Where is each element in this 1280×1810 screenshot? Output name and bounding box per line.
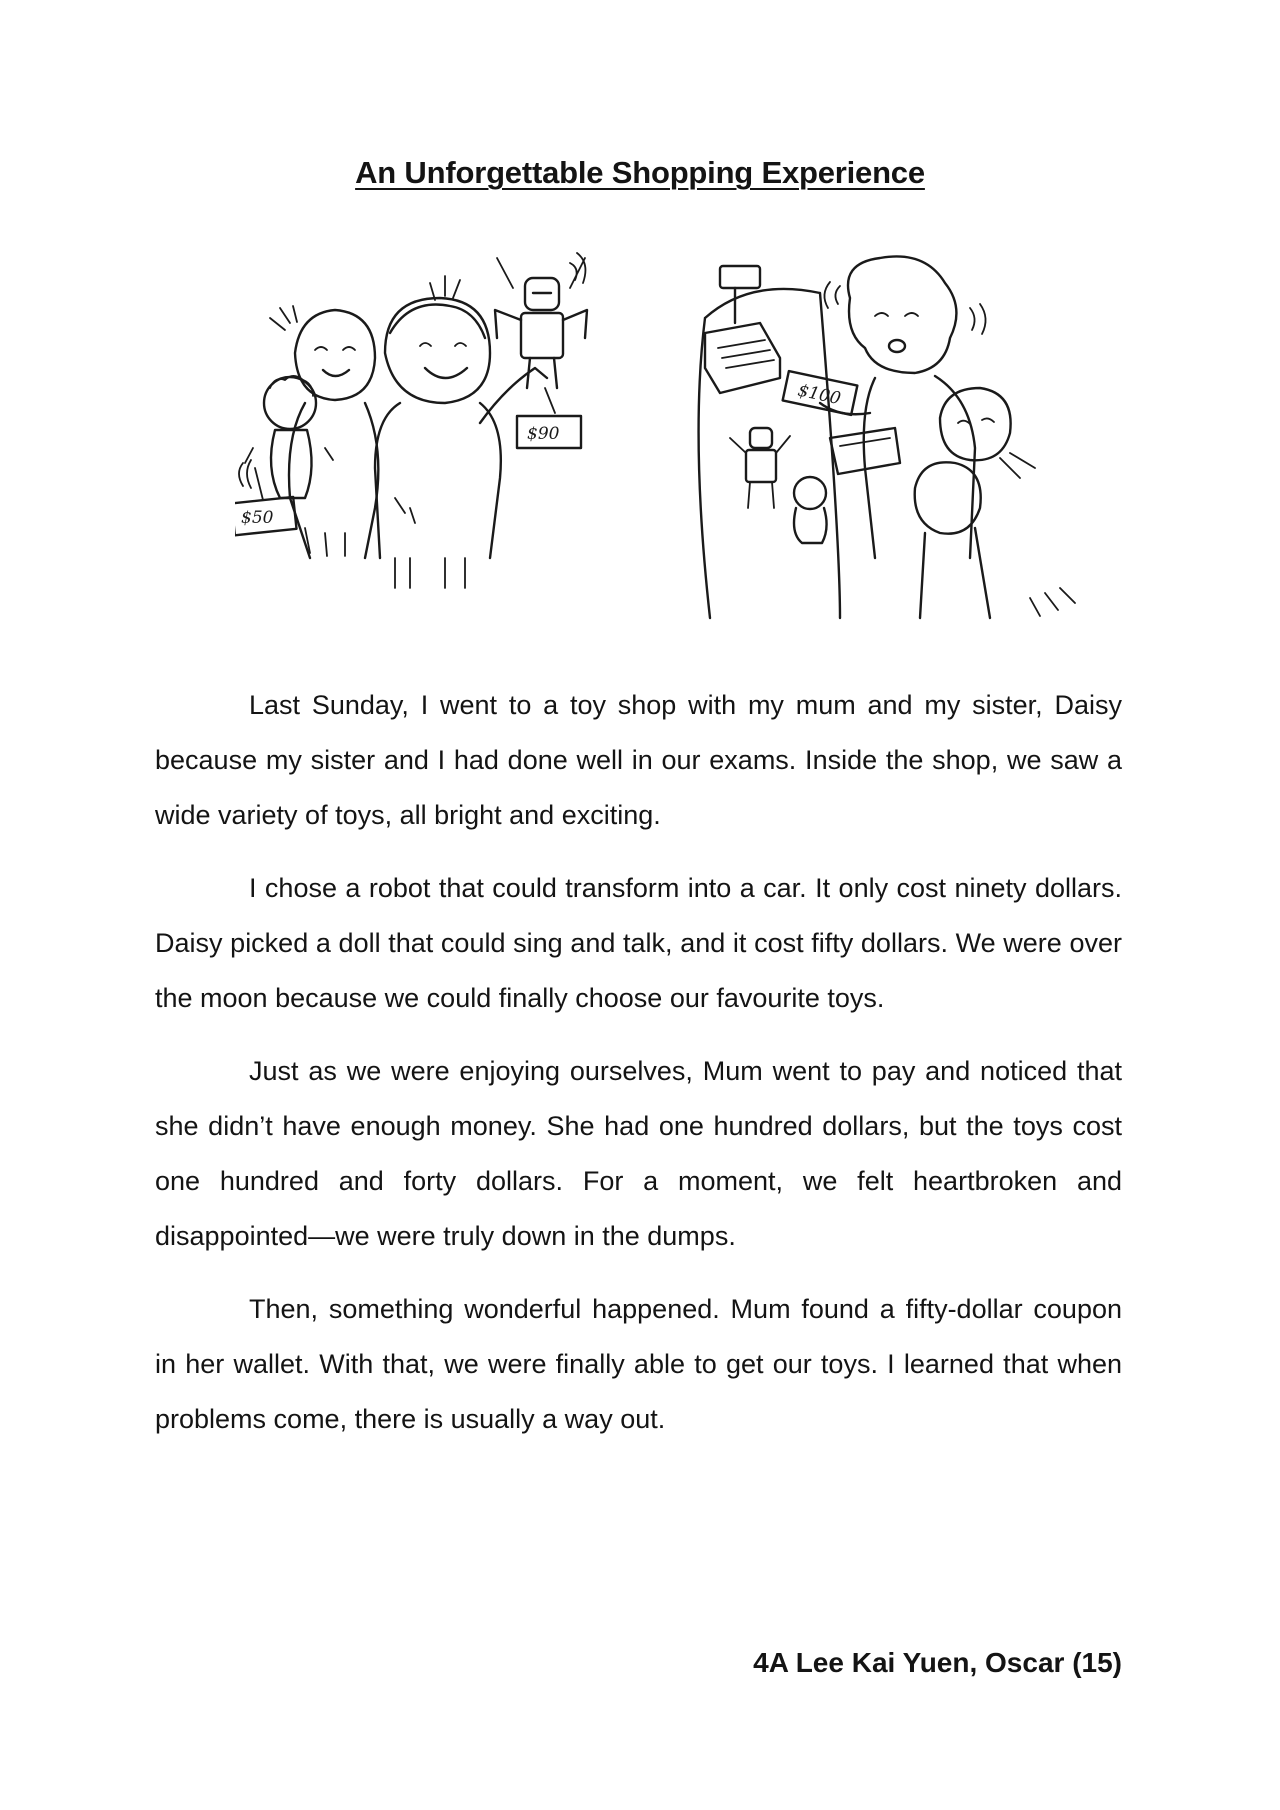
illustration-children-with-toys [235,238,635,628]
children-with-toys-drawing [235,238,635,628]
paragraph-3: Just as we were enjoying ourselves, Mum went to pay and noticed that she didn’t have enough money. She had one hundred dollars, but the toys cost one hundred and forty dollars. For a moment, we felt heartbroken and disappointed—we were truly down in the dumps. [155,1056,1122,1251]
paragraph-2: I chose a robot that could transform into a car. It only cost ninety dollars. Daisy picked a doll that could sing and talk, and it cost fifty dollars. We were over the moon because we could finally choose our favourite toys. [155,873,1122,1013]
essay-body [155,678,1122,1465]
illustration-mum-at-cashier [690,238,1090,628]
author-signature: 4A Lee Kai Yuen, Oscar (15) [753,1647,1122,1678]
paragraph-4: Then, something wonderful happened. Mum found a fifty-dollar coupon in her wallet. With that, we were finally able to get our toys. I learned that when problems come, there is usually a way out. [155,1294,1122,1434]
paragraph-1: Last Sunday, I went to a toy shop with my mum and my sister, Daisy because my sister and I had done well in our exams. Inside the shop, we saw a wide variety of toys, all bright and exciting. [155,690,1122,830]
mum-at-cashier-drawing [690,238,1090,628]
doll-price-tag: $50 [241,508,274,528]
document-title: An Unforgettable Shopping Experience [355,155,925,190]
cash-note-tag: $100 [795,380,843,410]
robot-price-tag: $90 [527,424,560,444]
